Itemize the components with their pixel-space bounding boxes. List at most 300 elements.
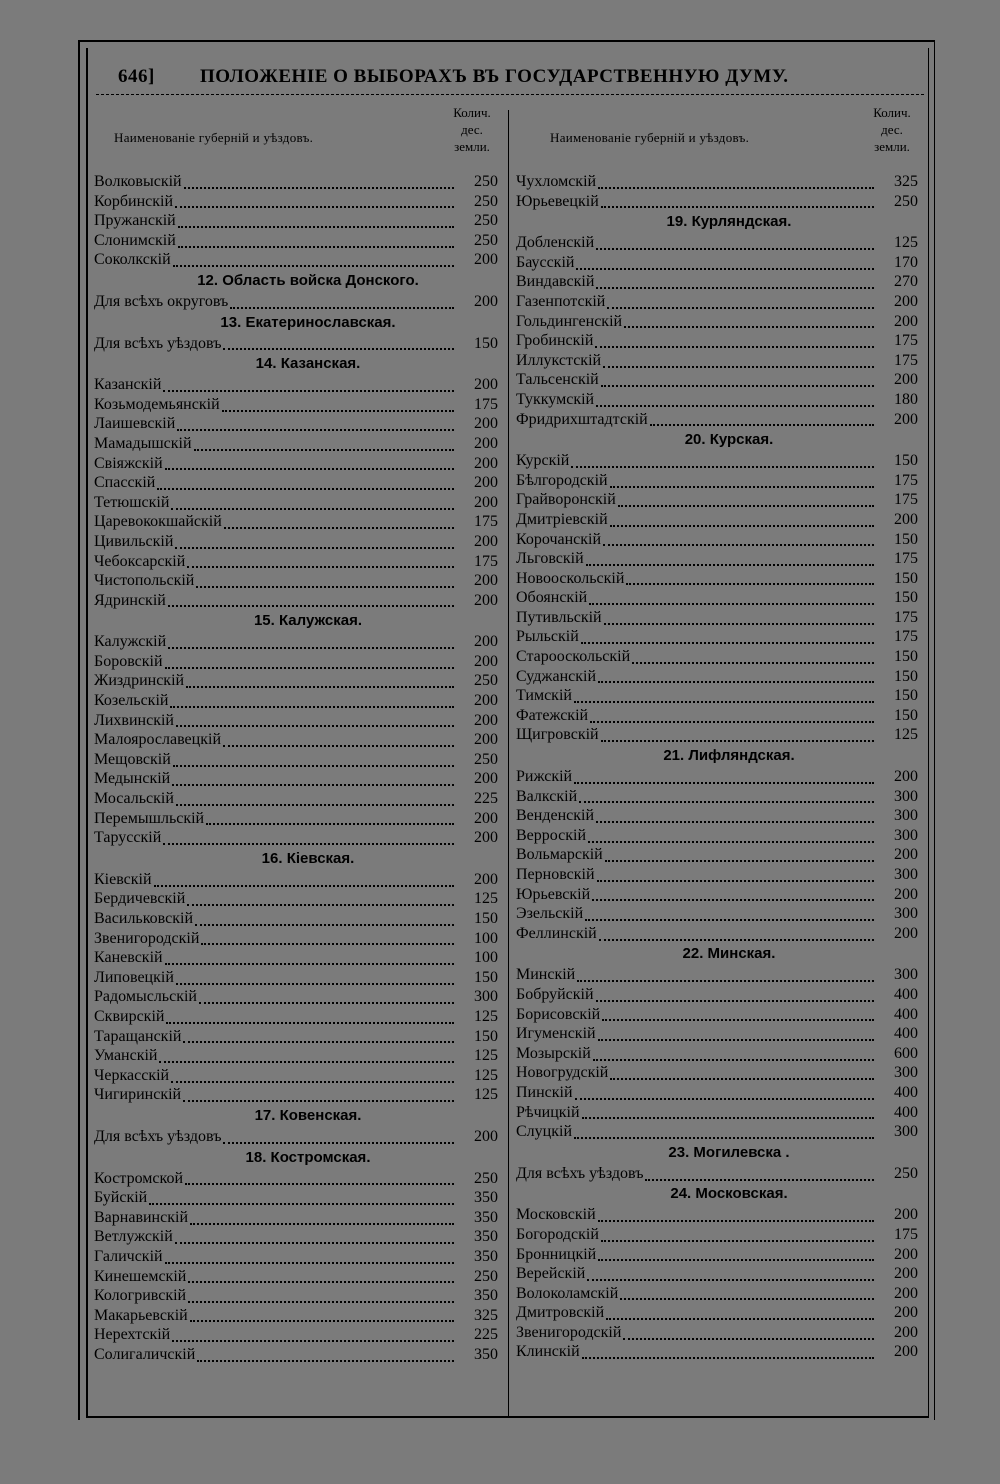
dot-leader <box>604 611 874 625</box>
dot-leader <box>596 809 874 823</box>
land-quantity: 125 <box>894 726 918 744</box>
quantity-heading-line: Колич. <box>873 105 911 120</box>
dot-leader <box>598 175 874 189</box>
district-name: Пинскій <box>516 1083 573 1101</box>
dot-leader <box>574 770 874 784</box>
page-title: ПОЛОЖЕНІЕ О ВЫБОРАХЪ ВЪ ГОСУДАРСТВЕННУЮ ДУМУ. <box>200 66 789 87</box>
district-name: Иллукстскій <box>516 351 602 369</box>
page-number: 646] <box>118 66 155 87</box>
district-name: Уманскій <box>94 1047 158 1065</box>
district-name: Юрьевецкій <box>516 192 599 210</box>
district-name: Путивльскій <box>516 608 602 626</box>
district-name: Перемышльскій <box>94 809 205 827</box>
table-row <box>516 569 922 589</box>
dot-leader <box>157 476 454 490</box>
table-row <box>94 730 502 750</box>
dot-leader <box>187 892 454 906</box>
dot-leader <box>165 655 454 669</box>
table-row <box>94 671 502 691</box>
table-row <box>516 608 922 628</box>
table-row <box>94 1007 502 1027</box>
dot-leader <box>196 574 454 588</box>
table-row <box>516 904 922 924</box>
land-quantity: 600 <box>894 1044 918 1062</box>
district-name: Обоянскій <box>516 589 588 607</box>
land-quantity: 200 <box>474 652 498 670</box>
table-row <box>516 370 922 390</box>
table-row <box>516 767 922 787</box>
dot-leader <box>596 988 874 1002</box>
district-name: Ядринскій <box>94 591 166 609</box>
land-quantity: 300 <box>894 1123 918 1141</box>
dot-leader <box>603 532 874 546</box>
district-name: Баусскій <box>516 253 575 271</box>
table-row <box>516 1005 922 1025</box>
dot-leader <box>582 1105 874 1119</box>
dot-leader <box>574 1125 874 1139</box>
district-name: Радомысльскій <box>94 988 197 1006</box>
land-quantity: 400 <box>894 1103 918 1121</box>
dot-leader <box>596 393 874 407</box>
table-row <box>94 1066 502 1086</box>
dot-leader <box>194 437 454 451</box>
district-name: Дмитріевскій <box>516 510 608 528</box>
district-name: Для всѣхъ уѣздовъ <box>94 1127 222 1145</box>
land-quantity: 175 <box>894 628 918 646</box>
table-row <box>94 211 502 231</box>
district-name: Кинешемскій <box>94 1267 187 1285</box>
dot-leader <box>577 968 874 982</box>
dot-leader <box>159 1049 454 1063</box>
district-name: Старооскольскій <box>516 648 631 666</box>
dot-leader <box>582 1345 874 1359</box>
dot-leader <box>173 253 454 267</box>
district-name: Рыльскій <box>516 628 579 646</box>
dot-leader <box>623 1326 874 1340</box>
section-heading: 20. Курская. <box>684 431 774 449</box>
land-quantity: 125 <box>474 890 498 908</box>
section-heading: 12. Область войска Донского. <box>197 271 419 289</box>
land-quantity: 350 <box>474 1228 498 1246</box>
table-row <box>516 1342 922 1362</box>
dot-leader <box>598 1027 874 1041</box>
dot-leader <box>592 887 874 901</box>
district-name: Виндавскій <box>516 273 595 291</box>
dot-leader <box>173 753 454 767</box>
land-quantity: 350 <box>474 1345 498 1363</box>
table-row <box>94 473 502 493</box>
land-quantity: 300 <box>894 1064 918 1082</box>
dot-leader <box>175 535 454 549</box>
table-row <box>94 711 502 731</box>
dot-leader <box>575 1086 874 1100</box>
table-row <box>516 1063 922 1083</box>
dot-leader <box>650 412 874 426</box>
district-name: Лаишевскій <box>94 415 176 433</box>
dot-leader <box>172 1328 454 1342</box>
quantity-column-heading <box>442 104 502 155</box>
table-row <box>516 1044 922 1064</box>
dot-leader <box>618 493 874 507</box>
dot-leader <box>587 1267 874 1281</box>
land-quantity: 200 <box>894 768 918 786</box>
table-row <box>516 510 922 530</box>
land-quantity: 200 <box>894 1284 918 1302</box>
table-row <box>94 192 502 212</box>
land-quantity: 150 <box>474 910 498 927</box>
district-name: Макарьевскій <box>94 1306 188 1324</box>
land-quantity: 300 <box>894 826 918 844</box>
district-name: Дмитровскій <box>516 1304 605 1322</box>
land-quantity: 200 <box>894 1343 918 1361</box>
table-row <box>516 549 922 569</box>
table-row <box>94 652 502 672</box>
land-quantity: 125 <box>474 1086 498 1104</box>
district-name: Козьмодемьянскій <box>94 395 220 413</box>
district-name: Рѣчицкій <box>516 1103 580 1121</box>
table-row <box>516 667 922 687</box>
left-column <box>94 102 502 1364</box>
table-row <box>94 750 502 770</box>
district-name: Спасскій <box>94 474 156 492</box>
land-quantity: 300 <box>894 787 918 805</box>
page-header <box>110 62 910 92</box>
right-column-body <box>516 172 922 1362</box>
table-row <box>516 253 922 273</box>
land-quantity: 325 <box>894 173 918 190</box>
dot-leader <box>586 552 874 566</box>
table-row <box>94 231 502 251</box>
table-row <box>94 632 502 652</box>
dot-leader <box>199 990 454 1004</box>
right-column <box>516 102 922 1362</box>
table-row <box>94 1046 502 1066</box>
district-name: Фатежскій <box>516 706 589 724</box>
table-row <box>94 1267 502 1287</box>
table-row <box>516 272 922 292</box>
land-quantity: 200 <box>474 434 498 452</box>
land-quantity: 150 <box>894 687 918 705</box>
district-name: Чебоксарскій <box>94 552 186 570</box>
dot-leader <box>589 591 874 605</box>
table-row <box>516 471 922 491</box>
table-row <box>94 493 502 513</box>
table-row <box>516 686 922 706</box>
land-quantity: 175 <box>474 395 498 413</box>
district-name: Борисовскій <box>516 1005 601 1023</box>
dot-leader <box>601 194 874 208</box>
district-name: Богородскій <box>516 1225 599 1243</box>
table-row <box>94 870 502 890</box>
land-quantity: 300 <box>894 905 918 923</box>
table-row <box>94 929 502 949</box>
table-row <box>516 965 922 985</box>
dot-leader <box>610 513 874 527</box>
district-name: Курскій <box>516 452 570 470</box>
land-quantity: 125 <box>474 1007 498 1025</box>
land-quantity: 200 <box>894 846 918 864</box>
dot-leader <box>596 275 874 289</box>
district-name: Боровскій <box>94 652 163 670</box>
table-row <box>94 1188 502 1208</box>
dot-leader <box>206 811 454 825</box>
land-quantity: 300 <box>894 807 918 825</box>
land-quantity: 300 <box>894 866 918 883</box>
district-name: Мамадышскій <box>94 434 192 452</box>
dot-leader <box>178 214 454 228</box>
table-row <box>516 410 922 430</box>
dot-leader <box>223 1130 454 1144</box>
land-quantity: 350 <box>474 1189 498 1207</box>
dot-leader <box>170 694 454 708</box>
dot-leader <box>171 1069 454 1083</box>
dot-leader <box>590 709 874 723</box>
quantity-heading-line: земли. <box>454 139 490 154</box>
land-quantity: 200 <box>474 770 498 788</box>
section-heading: 18. Костромская. <box>245 1148 371 1166</box>
table-row <box>94 334 502 354</box>
table-row <box>94 769 502 789</box>
district-name: Юрьевскій <box>516 885 591 903</box>
district-name: Клинскій <box>516 1343 580 1361</box>
district-name: Для всѣхъ уѣздовъ <box>94 334 222 352</box>
district-name: Тальсенскій <box>516 371 599 389</box>
district-name: Буйскій <box>94 1189 148 1207</box>
district-name: Суджанскій <box>516 667 597 685</box>
district-name: Льговскій <box>516 550 584 568</box>
land-quantity: 350 <box>474 1208 498 1226</box>
land-quantity: 150 <box>894 569 918 587</box>
dot-leader <box>190 1308 454 1322</box>
land-quantity: 150 <box>894 452 918 470</box>
table-row <box>94 552 502 572</box>
table-row <box>516 1225 922 1245</box>
district-name: Мосальскій <box>94 790 174 808</box>
table-row <box>516 1083 922 1103</box>
quantity-column-heading <box>862 104 922 155</box>
district-name: Венденскій <box>516 807 595 825</box>
table-row <box>516 172 922 192</box>
land-quantity: 350 <box>474 1287 498 1305</box>
district-name: Костромской <box>94 1169 184 1187</box>
table-row <box>94 532 502 552</box>
table-row <box>94 250 502 270</box>
district-name: Верроскій <box>516 826 587 844</box>
table-row <box>516 1284 922 1304</box>
land-quantity: 300 <box>474 988 498 1006</box>
table-row <box>516 1323 922 1343</box>
land-quantity: 125 <box>894 234 918 252</box>
district-name: Вольмарскій <box>516 846 603 864</box>
district-name: Тетюшскій <box>94 493 170 511</box>
land-quantity: 200 <box>894 885 918 903</box>
district-name: Для всѣхъ уѣздовъ <box>516 1164 644 1182</box>
dot-leader <box>166 1010 454 1024</box>
district-name: Чухломскій <box>516 173 597 190</box>
table-row <box>516 627 922 647</box>
table-row <box>94 1169 502 1189</box>
table-row <box>94 375 502 395</box>
dot-leader <box>149 1191 454 1205</box>
land-quantity: 175 <box>894 491 918 509</box>
table-row <box>94 172 502 192</box>
district-name: Казанскій <box>94 376 162 394</box>
section-heading: 14. Казанская. <box>255 355 361 373</box>
table-row <box>94 1325 502 1345</box>
dot-leader <box>599 927 874 941</box>
dot-leader <box>176 713 454 727</box>
land-quantity: 200 <box>474 454 498 472</box>
district-name: Медынскій <box>94 770 171 788</box>
table-row <box>516 1103 922 1123</box>
land-quantity: 200 <box>474 829 498 847</box>
dot-leader <box>602 1007 874 1021</box>
land-quantity: 400 <box>894 1025 918 1043</box>
section-heading: 13. Екатеринославская. <box>220 313 396 331</box>
table-row <box>516 530 922 550</box>
district-name: Галичскій <box>94 1247 163 1265</box>
district-name: Перновскій <box>516 866 595 883</box>
land-quantity: 200 <box>894 1265 918 1283</box>
land-quantity: 225 <box>474 1326 498 1344</box>
dot-leader <box>606 1306 874 1320</box>
land-quantity: 150 <box>894 667 918 685</box>
dot-leader <box>183 1088 454 1102</box>
dot-leader <box>163 378 454 392</box>
land-quantity: 200 <box>474 292 498 310</box>
section-heading: 19. Курляндская. <box>666 213 792 231</box>
land-quantity: 150 <box>474 334 498 352</box>
district-name: Жиздринскій <box>94 672 185 690</box>
table-row <box>94 1306 502 1326</box>
dot-leader <box>588 829 874 843</box>
table-row <box>516 865 922 885</box>
dot-leader <box>176 971 454 985</box>
land-quantity: 350 <box>474 1247 498 1265</box>
district-name: Фридрихштадтскій <box>516 410 648 428</box>
dot-leader <box>601 1228 874 1242</box>
dot-leader <box>585 907 874 921</box>
district-name: Игуменскій <box>516 1025 596 1043</box>
district-name: Валкскій <box>516 787 578 805</box>
table-row <box>516 706 922 726</box>
dot-leader <box>598 1247 874 1261</box>
dot-leader <box>187 554 454 568</box>
left-column-header <box>94 102 502 166</box>
table-row <box>516 985 922 1005</box>
land-quantity: 175 <box>894 608 918 626</box>
district-name: Царевококшайскій <box>94 513 222 531</box>
dot-leader <box>230 295 454 309</box>
land-quantity: 200 <box>894 292 918 310</box>
district-name: Бобруйскій <box>516 985 594 1003</box>
land-quantity: 325 <box>474 1306 498 1324</box>
land-quantity: 200 <box>894 312 918 330</box>
table-row <box>516 1122 922 1142</box>
dot-leader <box>163 831 454 845</box>
district-name: Нерехтскій <box>94 1326 171 1344</box>
land-quantity: 250 <box>894 192 918 210</box>
land-quantity: 400 <box>894 1005 918 1023</box>
table-row <box>94 889 502 909</box>
district-name: Слонимскій <box>94 231 176 249</box>
land-quantity: 175 <box>894 1225 918 1243</box>
land-quantity: 175 <box>894 471 918 489</box>
district-name: Новогрудскій <box>516 1064 609 1082</box>
land-quantity: 250 <box>474 750 498 768</box>
land-quantity: 175 <box>894 550 918 568</box>
dot-leader <box>596 236 874 250</box>
dot-leader <box>593 1047 874 1061</box>
section-heading: 17. Ковенская. <box>254 1106 362 1124</box>
dot-leader <box>597 868 874 882</box>
dot-leader <box>165 456 454 470</box>
district-name: Минскій <box>516 966 576 984</box>
land-quantity: 200 <box>474 711 498 729</box>
dot-leader <box>645 1167 874 1181</box>
land-quantity: 175 <box>894 332 918 350</box>
dot-leader <box>223 733 454 747</box>
land-quantity: 150 <box>894 648 918 666</box>
land-quantity: 200 <box>474 633 498 651</box>
table-row <box>94 948 502 968</box>
table-row <box>516 725 922 745</box>
district-name: Васильковскій <box>94 910 194 927</box>
land-quantity: 200 <box>474 870 498 888</box>
table-row <box>516 351 922 371</box>
table-row <box>94 789 502 809</box>
district-name: Кологривскій <box>94 1287 187 1305</box>
table-row <box>94 1227 502 1247</box>
land-quantity: 200 <box>474 251 498 269</box>
table-row <box>94 1208 502 1228</box>
dot-leader <box>598 669 874 683</box>
district-name: Туккумскій <box>516 390 595 408</box>
dot-leader <box>168 593 454 607</box>
table-row <box>516 1164 922 1184</box>
district-name: Лихвинскій <box>94 711 174 729</box>
district-name: Мещовскій <box>94 750 171 768</box>
dot-leader <box>195 912 454 926</box>
district-name: Цивильскій <box>94 532 174 550</box>
table-row <box>516 924 922 944</box>
section-heading: 15. Калужская. <box>253 612 363 630</box>
land-quantity: 200 <box>474 692 498 710</box>
land-quantity: 270 <box>894 273 918 291</box>
land-quantity: 200 <box>894 410 918 428</box>
table-row <box>516 1024 922 1044</box>
dot-leader <box>178 234 454 248</box>
land-quantity: 200 <box>474 591 498 609</box>
land-quantity: 200 <box>474 809 498 827</box>
land-quantity: 400 <box>894 985 918 1003</box>
land-quantity: 100 <box>474 949 498 967</box>
dot-leader <box>168 635 454 649</box>
table-row <box>94 395 502 415</box>
table-row <box>94 591 502 611</box>
district-name: Калужскій <box>94 633 167 651</box>
land-quantity: 400 <box>894 1083 918 1101</box>
district-name: Солигаличскій <box>94 1345 196 1363</box>
table-row <box>94 414 502 434</box>
section-heading: 23. Могилевска . <box>668 1143 790 1161</box>
dot-leader <box>165 1250 454 1264</box>
quantity-heading-line: дес. <box>881 122 903 137</box>
table-row <box>516 192 922 212</box>
dot-leader <box>223 336 454 350</box>
dot-leader <box>607 295 874 309</box>
table-row <box>94 809 502 829</box>
